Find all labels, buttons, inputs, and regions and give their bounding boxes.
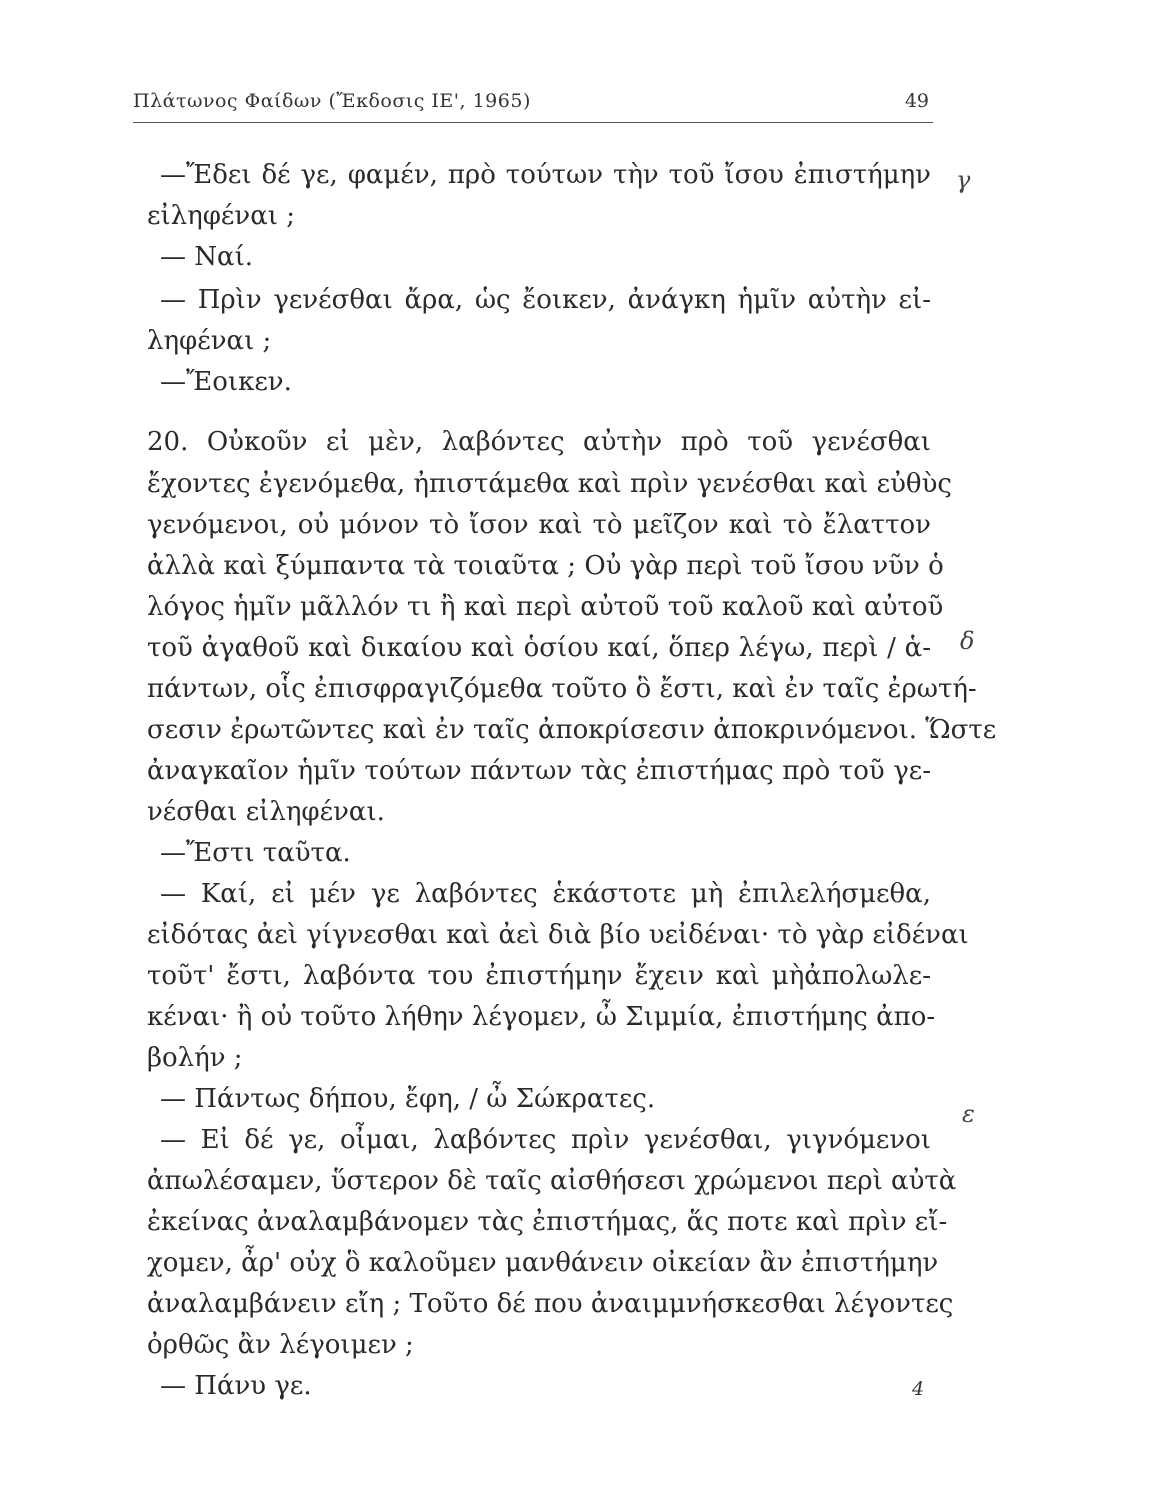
text-line: χομεν, ἆρ' οὐχ ὃ καλοῦμεν μανθάνειν οἰκείαν ἂν ἐπιστήμην — [147, 1248, 939, 1278]
running-header — [133, 88, 933, 123]
text-line: — Πάνυ γε. — [160, 1371, 312, 1401]
text-line: πάντων, οἷς ἐπισφραγιζόμεθα τοῦτο ὃ ἔστι, καὶ ἐν ταῖς ἐρωτή- — [147, 674, 977, 704]
text-line: ἔχοντες ἐγενόμεθα, ἠπιστάμεθα καὶ πρὶν γενέσθαι καὶ εὐθὺς — [147, 469, 952, 499]
text-line: — Πάντως δήπου, ἔφη, / ὦ Σώκρατες. — [160, 1084, 656, 1114]
text-line: — Πρὶν γενέσθαι ἄρα, ὡς ἔοικεν, ἀνάγκη ἡμῖν αὐτὴν εἰ- — [160, 285, 931, 315]
text-line: —Ἔστι ταῦτα. — [160, 838, 351, 868]
margin-letter-d: δ — [960, 627, 975, 655]
text-line: γενόμενοι, οὐ μόνον τὸ ἴσον καὶ τὸ μεῖζον καὶ τὸ ἔλαττον — [147, 510, 931, 540]
text-line: λόγος ἡμῖν μᾶλλόν τι ἢ καὶ περὶ αὐτοῦ τοῦ καλοῦ καὶ αὐτοῦ — [147, 592, 944, 622]
text-line: ἀπωλέσαμεν, ὕστερον δὲ ταῖς αἰσθήσεσι χρώμενοι περὶ αὐτὰ — [147, 1166, 957, 1196]
text-line: — Ναί. — [160, 242, 254, 272]
text-line: ἐκείνας ἀναλαμβάνομεν τὰς ἐπιστήμας, ἅς ποτε καὶ πρὶν εἴ- — [147, 1207, 948, 1237]
text-line: βολήν ; — [147, 1043, 243, 1073]
text-line: τοῦτ' ἔστι, λαβόντα του ἐπιστήμην ἔχειν καὶ μὴἀπολωλε- — [147, 961, 931, 991]
text-line: —Ἔοικεν. — [160, 367, 292, 397]
text-line: κέναι· ἢ οὐ τοῦτο λήθην λέγομεν, ὦ Σιμμία, ἐπιστήμης ἀπο- — [147, 1002, 936, 1032]
header-title: Πλάτωνος Φαίδων (Ἔκδοσις ΙΕ', 1965) — [133, 90, 531, 112]
text-line: 20. Οὐκοῦν εἰ μὲν, λαβόντες αὐτὴν πρὸ τοῦ γενέσθαι — [147, 427, 931, 457]
text-line: νέσθαι εἰληφέναι. — [147, 797, 385, 827]
text-line: — Καί, εἰ μέν γε λαβόντες ἑκάστοτε μὴ ἐπιλελήσμεθα, — [160, 879, 931, 909]
margin-letter-e: ε — [962, 1100, 975, 1128]
signature-mark: 4 — [912, 1378, 925, 1400]
page-number: 49 — [904, 90, 929, 112]
margin-letter-c: γ — [956, 166, 971, 194]
text-line: εἰληφέναι ; — [147, 201, 295, 231]
text-line: —Ἔδει δέ γε, φαμέν, πρὸ τούτων τὴν τοῦ ἴσου ἐπιστήμην — [160, 160, 931, 190]
text-line: ἀναλαμβάνειν εἴη ; Τοῦτο δέ που ἀναιμμνήσκεσθαι λέγοντες — [147, 1289, 954, 1319]
text-line: — Εἰ δέ γε, οἶμαι, λαβόντες πρὶν γενέσθαι, γιγνόμενοι — [160, 1125, 931, 1155]
text-line: τοῦ ἀγαθοῦ καὶ δικαίου καὶ ὁσίου καί, ὅπερ λέγω, περὶ / ἁ- — [147, 633, 931, 663]
text-line: ὀρθῶς ἂν λέγοιμεν ; — [147, 1330, 414, 1360]
text-line: ἀλλὰ καὶ ξύμπαντα τὰ τοιαῦτα ; Οὐ γὰρ περὶ τοῦ ἴσου νῦν ὁ — [147, 551, 944, 581]
text-line: εἰδότας ἀεὶ γίγνεσθαι καὶ ἀεὶ διὰ βίο υεἰδέναι· τὸ γὰρ εἰδέναι — [147, 920, 969, 950]
text-line: ληφέναι ; — [147, 326, 272, 356]
text-line: σεσιν ἐρωτῶντες καὶ ἐν ταῖς ἀποκρίσεσιν ἀποκρινόμενοι. Ὥστε — [147, 715, 997, 745]
text-line: ἀναγκαῖον ἡμῖν τούτων πάντων τὰς ἐπιστήμας πρὸ τοῦ γε- — [147, 756, 931, 786]
